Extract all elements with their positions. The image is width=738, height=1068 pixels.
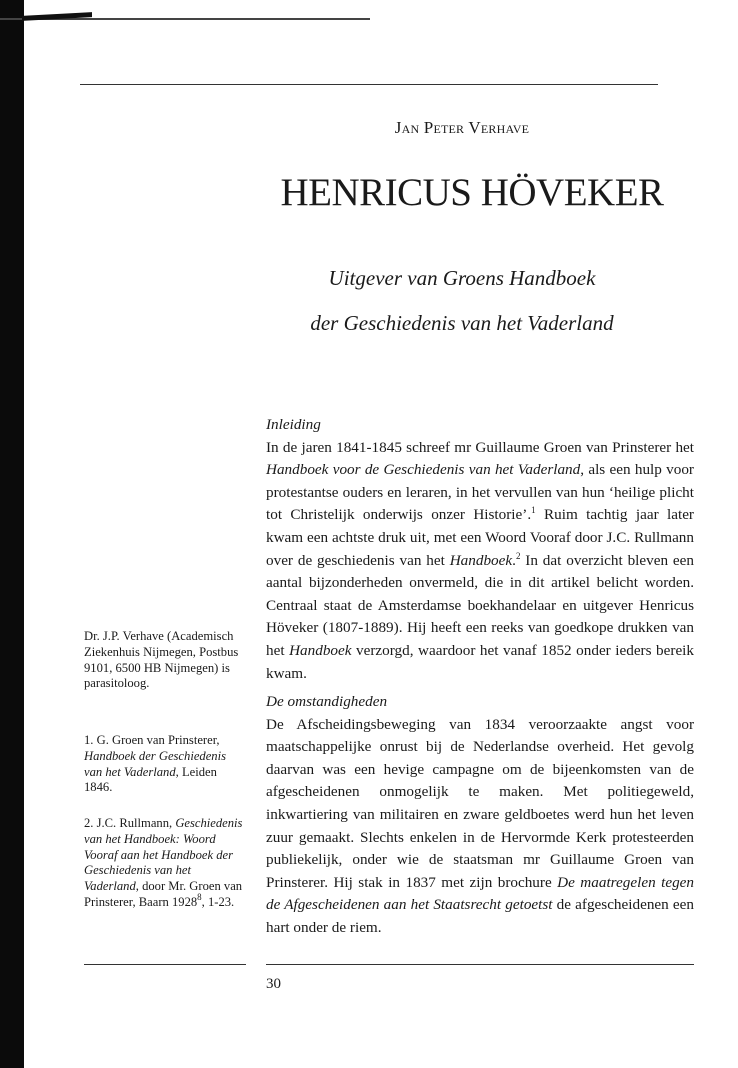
edition-superscript: 8 bbox=[197, 891, 202, 902]
text-run: . bbox=[512, 551, 516, 569]
subtitle-line-1: Uitgever van Groens Handboek bbox=[328, 266, 596, 290]
text-run: , Leiden 1846. bbox=[84, 764, 217, 795]
text-run: , als een hulp voor protestantse ouders en leraren, in het vervullen van hun ‘heilige plicht tot Christelijk onderwijs onzer Historie’. bbox=[266, 461, 694, 524]
text-run: 2. J.C. Rullmann, bbox=[84, 816, 176, 830]
subtitle-line-2: der Geschiedenis van het Vaderland bbox=[310, 311, 614, 335]
footnote-ref-1: 1 bbox=[531, 505, 536, 516]
footnote-2 bbox=[84, 816, 246, 911]
book-title: Handboek bbox=[449, 551, 513, 569]
book-title: Handboek voor de Geschiedenis van het Vaderland bbox=[266, 461, 581, 479]
brochure-title: De maatregelen tegen de Afgescheidenen aan het Staatsrecht getoetst bbox=[266, 873, 694, 914]
section-omstandigheden bbox=[266, 691, 694, 940]
author-affiliation: Dr. J.P. Verhave (Academisch Ziekenhuis Nijmegen, Postbus 9101, 6500 HB Nijmegen) is parasitoloog. bbox=[84, 629, 239, 691]
section-heading: Inleiding bbox=[266, 416, 321, 433]
book-title: Handboek bbox=[289, 641, 352, 659]
footnote-ref-2: 2 bbox=[515, 550, 521, 561]
book-title: Geschiedenis van het Handboek: Woord Vooraf aan het Handboek der Geschiedenis van het Vaderland bbox=[84, 816, 243, 894]
main-bottom-rule bbox=[266, 964, 694, 965]
scan-edge bbox=[0, 0, 24, 1068]
top-rule bbox=[80, 84, 658, 85]
article-title: HENRICUS HÖVEKER bbox=[280, 171, 664, 214]
text-run: verzorgd, waardoor het vanaf 1852 onder ieders bereik kwam. bbox=[266, 641, 694, 682]
text-run: de afgescheidenen een hart onder de riem. bbox=[266, 896, 694, 936]
section-heading: De omstandigheden bbox=[266, 693, 388, 710]
text-run: 1. G. Groen van Prinsterer, bbox=[84, 733, 220, 747]
book-title: Handboek der Geschiedenis van het Vaderland bbox=[84, 748, 226, 779]
sidebar-bottom-rule bbox=[84, 964, 246, 965]
text-run: In de jaren 1841-1845 schreef mr Guillaume Groen van Prinsterer het bbox=[266, 438, 694, 456]
body-paragraph bbox=[266, 714, 694, 940]
text-run: , door Mr. Groen van Prinsterer, Baarn 1928 bbox=[84, 879, 243, 909]
text-run: In dat overzicht bleven een aantal bijzonderheden onvermeld, die in dit artikel belicht worden. Centraal staat de Amsterdamse boekhandelaar en uitgever Henricus Höveker (1807-1889). Hij heeft een reeks van goedkope drukken van het bbox=[266, 551, 695, 659]
page-number: 30 bbox=[266, 976, 281, 992]
footnote-1 bbox=[84, 733, 246, 796]
section-inleiding bbox=[266, 414, 694, 685]
body-paragraph bbox=[266, 437, 694, 686]
author-sidenote bbox=[84, 629, 246, 692]
author-name: Jan Peter Verhave bbox=[394, 118, 530, 137]
text-run: De Afscheidingsbeweging van 1834 veroorzaakte angst voor maatschappelijke onrust bij de Nederlandse overheid. Het gevolg daarvan was een hevige campagne om de bijeenkomsten van de afgescheidenen onmogelijk te maken. Met politiegeweld, inkwartiering van militairen en zware geldboetes werd hun het leven zuur gemaakt. Slechts enkelen in de Hervormde Kerk protesteerden publiekelijk, onder wie de staatsman mr Guillaume Groen van Prinsterer. Hij stak in 1837 met zijn brochure bbox=[266, 715, 694, 891]
text-run: Ruim tachtig jaar later kwam een achtste druk uit, met een Woord Vooraf door J.C. Rullmann over de geschiedenis van het bbox=[266, 506, 694, 569]
text-run: , 1-23. bbox=[201, 894, 235, 909]
